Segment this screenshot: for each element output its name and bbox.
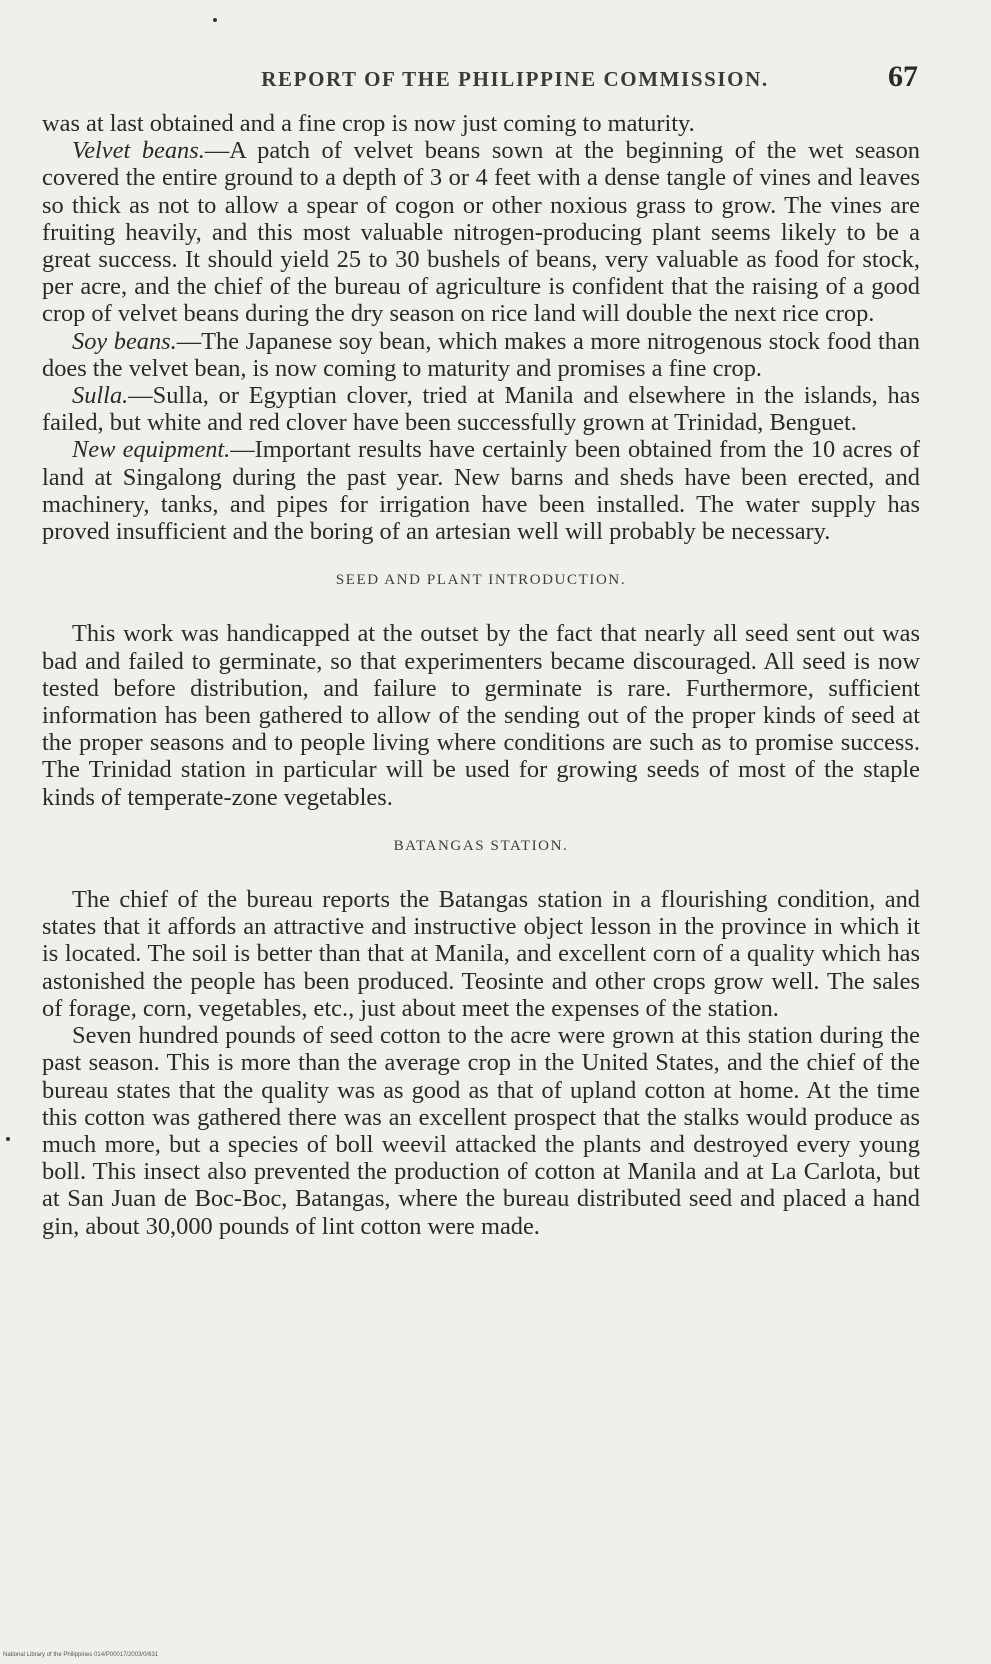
ink-speck	[6, 1137, 10, 1141]
paragraph-sulla: Sulla.—Sulla, or Egyptian clover, tried at Manila and elsewhere in the islands, has failed, but white and red clover have been successfully grown at Trinidad, Benguet.	[42, 382, 920, 437]
paragraph-velvet-beans: Velvet beans.—A patch of velvet beans sown at the beginning of the wet season covered the entire ground to a depth of 3 or 4 feet with a dense tangle of vines and leaves so thick as not to allow a spear of cogon or other noxious grass to grow. The vines are fruiting heavily, and this most valuable nitrogen-producing plant seems likely to be a great success. It should yield 25 to 30 bushels of beans, very valuable as food for stock, per acre, and the chief of the bureau of agriculture is confident that the raising of a good crop of velvet beans during the dry season on rice land will double the next rice crop.	[42, 137, 920, 328]
page-header	[42, 60, 920, 110]
section-heading-seed: SEED AND PLANT INTRODUCTION.	[335, 572, 627, 589]
page-number: 67	[888, 60, 918, 93]
paragraph-batangas-2: Seven hundred pounds of seed cotton to the acre were grown at this station during the past season. This is more than the average crop in the United States, and the chief of the bureau states that the quality was as good as that of upland cotton at home. At the time this cotton was gathered there was an excellent prospect that the stalks would produce as much more, but a species of boll weevil attacked the plants and destroyed every young boll. This insect also prevented the production of cotton at Manila and at La Carlota, but at San Juan de Boc-Boc, Batangas, where the bureau distributed seed and placed a hand gin, about 30,000 pounds of lint cotton were made.	[42, 1022, 920, 1240]
scan-footer: National Library of the Philippines 014/P00017/2003/0/631	[3, 1652, 159, 1658]
run-in-heading: New equipment.	[72, 436, 231, 464]
paragraph-new-equipment: New equipment.—Important results have certainly been obtained from the 10 acres of land at Singalong during the past year. New barns and sheds have been erected, and machinery, tanks, and pipes for irrigation have been installed. The water supply has proved insufficient and the boring of an artesian well will probably be necessary.	[42, 436, 920, 546]
paragraph-seed: This work was handicapped at the outset by the fact that nearly all seed sent out was bad and failed to germinate, so that experimenters became discouraged. All seed is now tested before distribution, and failure to germinate is rare. Furthermore, sufficient information has been gathered to allow of the sending out of the proper kinds of seed at the proper seasons and to people living where conditions are such as to promise success. The Trinidad station in particular will be used for growing seeds of most of the staple kinds of temperate-zone vegetables.	[42, 620, 920, 811]
section-heading-batangas: BATANGAS STATION.	[393, 837, 569, 854]
paragraph: was at last obtained and a fine crop is now just coming to maturity.	[42, 110, 695, 137]
page	[42, 60, 920, 1240]
run-in-heading: Sulla.	[72, 382, 129, 410]
run-in-heading: Soy beans.	[72, 327, 177, 355]
paragraph-batangas-1: The chief of the bureau reports the Batangas station in a flourishing condition, and states that it affords an attractive and instructive object lesson in the province in which it is located. The soil is better than that at Manila, and excellent corn of a quality which has astonished the people has been produced. Teosinte and other crops grow well. The sales of forage, corn, vegetables, etc., just about meet the expenses of the station.	[42, 886, 920, 1022]
paragraph-soy-beans: Soy beans.—The Japanese soy bean, which makes a more nitrogenous stock food than does the velvet bean, is now coming to maturity and promises a fine crop.	[42, 327, 920, 382]
run-in-heading: Velvet beans.	[72, 137, 205, 165]
running-title: REPORT OF THE PHILIPPINE COMMISSION.	[261, 67, 769, 91]
ink-speck	[213, 18, 217, 22]
page-body	[42, 110, 920, 1240]
